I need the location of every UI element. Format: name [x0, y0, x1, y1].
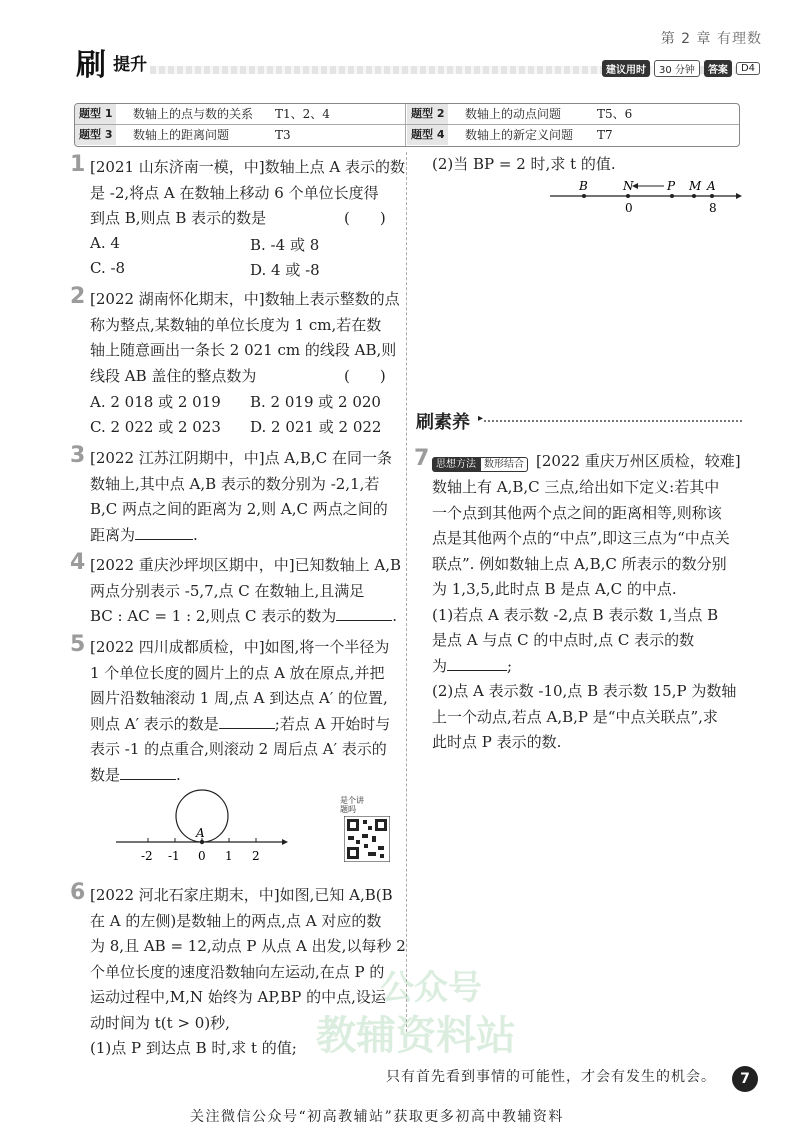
answer-paren: ( ): [344, 366, 386, 385]
question-number: 2: [70, 284, 86, 309]
chapter-number: 第 2 章: [660, 31, 712, 47]
type-label: 题型 1: [75, 104, 116, 124]
answer-blank: [336, 604, 392, 621]
answer-blank: [135, 523, 193, 540]
question-line: [2022 江苏江阴期中，中]点 A,B,C 在同一条: [90, 449, 393, 467]
method-tag: [432, 452, 528, 471]
question-line: [90, 763, 406, 789]
option-a: A. 4: [90, 234, 120, 252]
point-dot: [582, 194, 586, 198]
question-number: 5: [70, 632, 86, 657]
question-text: ;若点 A 开始时与: [274, 714, 391, 733]
question-number: 6: [70, 880, 86, 905]
punctuation: .: [392, 607, 398, 625]
question-number: 1: [70, 152, 86, 177]
question-line: 圆片沿数轴滚动 1 周,点 A 到达点 A′ 的位置,: [90, 689, 388, 707]
watermark-text: 公众号: [380, 968, 482, 1008]
type-name: 数轴上的距离问题: [133, 128, 230, 142]
question-text: 线段 AB 盖住的整点数为: [90, 366, 257, 385]
question-3: [90, 446, 406, 548]
question-6-part-2: (2)当 BP = 2 时,求 t 的值.: [432, 155, 616, 173]
question-line: [2022 重庆沙坪坝区期中，中]已知数轴上 A,B: [90, 556, 402, 574]
type-items: T5、6: [597, 107, 633, 121]
type-name: 数轴上的新定义问题: [465, 128, 574, 142]
section-divider: [484, 420, 742, 422]
triangle-icon: ▸: [478, 413, 484, 424]
question-line: [90, 712, 406, 738]
question-number: 7: [414, 446, 430, 471]
time-info: [602, 60, 760, 77]
footer-promo: 关注微信公众号“初高教辅站”获取更多初高中教辅资料: [190, 1109, 564, 1125]
question-line: [2021 山东济南一模，中]数轴上点 A 表示的数: [90, 158, 406, 176]
question-text: 到点 B,则点 B 表示的数是: [90, 209, 267, 227]
question-number: 3: [70, 443, 86, 468]
chapter-title: 有理数: [717, 31, 762, 47]
tick-label: 2: [252, 849, 260, 863]
question-text: 距离为: [90, 525, 136, 544]
question-line: [432, 654, 744, 680]
method-tag-label: 思想方法: [432, 457, 480, 472]
qr-code-icon[interactable]: [344, 816, 390, 862]
tick-label: -2: [141, 849, 153, 863]
point-dot: [626, 194, 630, 198]
question-line: [90, 523, 406, 549]
point-label: M: [689, 179, 702, 193]
page-number: 7: [732, 1066, 758, 1092]
type-items: T7: [597, 128, 613, 142]
question-line: 1 个单位长度的圆片上的点 A 放在原点,并把: [90, 663, 385, 682]
option-d: D. 2 021 或 2 022: [250, 418, 382, 436]
option-b: B. 2 019 或 2 020: [250, 393, 381, 411]
question-type-table: [74, 103, 740, 147]
question-line: [90, 604, 406, 630]
question-line: 称为整点,某数轴的单位长度为 1 cm,若在数: [90, 315, 382, 334]
option-c: C. 2 022 或 2 023: [90, 418, 221, 436]
point-label: A: [196, 826, 205, 840]
question-line: [2022 河北石家庄期末，中]如图,已知 A,B(B: [90, 886, 393, 904]
time-label: 建议用时: [602, 60, 650, 77]
moving-point-figure: [546, 176, 746, 216]
question-line: 为 8,且 AB = 12,动点 P 从点 A 出发,以每秒 2: [90, 937, 406, 955]
answer-blank: [120, 763, 176, 780]
option-c: C. -8: [90, 259, 126, 277]
question-line: 点是其他两个点的“中点”,即这三点为“中点关: [432, 529, 730, 547]
type-name: 数轴上的点与数的关系: [133, 107, 254, 121]
question-text: BC : AC = 1 : 2,则点 C 表示的数为: [90, 607, 337, 625]
question-7: [432, 475, 744, 756]
question-line: 个单位长度的速度沿数轴向左运动,在点 P 的: [90, 962, 385, 981]
question-line: (2)点 A 表示数 -10,点 B 表示数 15,P 为数轴: [432, 682, 737, 700]
question-line: 轴上随意画出一条长 2 021 cm 的线段 AB,则: [90, 341, 397, 359]
question-line: 是 -2,将点 A 在数轴上移动 6 个单位长度得: [90, 183, 379, 202]
circle-number-line-figure: [110, 788, 290, 868]
question-line: 运动过程中,M,N 始终为 AP,BP 的中点,设运: [90, 988, 386, 1006]
answer-blank: [447, 654, 507, 671]
type-items: T1、2、4: [275, 107, 330, 121]
punctuation: .: [193, 525, 198, 544]
point-label: B: [579, 179, 588, 193]
tick-label: -1: [168, 849, 180, 863]
watermark-text: 教辅资料站: [316, 1013, 516, 1059]
question-line: 数轴上,其中点 A,B 表示的数分别为 -2,1,若: [90, 474, 380, 493]
question-line: [90, 206, 406, 232]
point-label: P: [667, 179, 676, 193]
tick-label: 0: [198, 849, 206, 863]
question-1: [90, 155, 406, 232]
question-line: 一个点到其他两个点之间的距离相等,则称该: [432, 503, 722, 522]
axis-arrow: [282, 839, 288, 845]
point-label: A: [707, 179, 716, 193]
motto: 只有首先看到事情的可能性，才会有发生的机会。: [386, 1069, 716, 1085]
question-number: 4: [70, 550, 86, 575]
type-items: T3: [275, 128, 291, 142]
question-text: 为: [432, 656, 448, 675]
question-line: 为 1,3,5,此时点 B 是点 A,C 的中点.: [432, 580, 677, 598]
question-line: 动时间为 t(t > 0)秒,: [90, 1013, 230, 1032]
question-line: [2022 湖南怀化期末，中]数轴上表示整数的点: [90, 290, 400, 308]
option-d: D. 4 或 -8: [250, 261, 320, 279]
question-line: (1)点 P 到达点 B 时,求 t 的值;: [90, 1039, 297, 1057]
question-line: (1)若点 A 表示数 -2,点 B 表示数 1,当点 B: [432, 605, 719, 624]
punctuation: .: [176, 765, 181, 784]
question-line: 表示 -1 的点重合,则滚动 2 周后点 A′ 表示的: [90, 740, 387, 758]
type-label: 题型 4: [407, 125, 448, 145]
section-title: 刷素养: [416, 412, 470, 433]
column-divider: [406, 152, 407, 1032]
qr-caption: 是个讲题吗: [340, 796, 364, 814]
question-line: 此时点 P 表示的数.: [432, 733, 562, 751]
axis-arrow: [736, 193, 742, 199]
punctuation: ;: [507, 656, 513, 675]
answer-label: 答案: [704, 60, 732, 77]
question-line: B,C 两点之间的距离为 2,则 A,C 两点之间的: [90, 500, 388, 518]
type-row: [75, 125, 739, 145]
chapter-header: [661, 28, 762, 48]
tick-label: 8: [709, 201, 717, 215]
table-divider: [405, 104, 406, 146]
question-line: 数轴上有 A,B,C 三点,给出如下定义:若其中: [432, 478, 720, 496]
question-line: 在 A 的左侧)是数轴上的两点,点 A 对应的数: [90, 911, 382, 930]
question-5: [90, 635, 406, 788]
question-line: 两点分别表示 -5,7,点 C 在数轴上,且满足: [90, 581, 365, 600]
brand-big: 刷: [76, 48, 106, 83]
method-tag-value: 数形结合: [480, 457, 528, 472]
type-row: [75, 104, 739, 125]
question-text: 数是: [90, 765, 121, 784]
question-line: 上一个动点,若点 A,B,P 是“中点关联点”,求: [432, 707, 718, 726]
question-line: [2022 四川成都质检，中]如图,将一个半径为: [90, 638, 390, 656]
question-line: 是点 A 与点 C 的中点时,点 C 表示的数: [432, 631, 695, 649]
brand-small: 提升: [113, 54, 148, 75]
option-b: B. -4 或 8: [250, 236, 320, 254]
question-line: [90, 364, 406, 390]
option-a: A. 2 018 或 2 019: [90, 393, 221, 411]
question-line: 联点”. 例如数轴上点 A,B,C 所表示的数分别: [432, 554, 727, 573]
tick-label: 0: [625, 201, 633, 215]
answer-value: D4: [736, 62, 760, 75]
question-text: 则点 A′ 表示的数是: [90, 714, 219, 733]
point-dot: [692, 194, 696, 198]
point-label: N: [623, 179, 634, 193]
answer-blank: [219, 712, 275, 729]
question-source: [2022 重庆万州区质检，较难]: [536, 452, 741, 470]
type-name: 数轴上的动点问题: [465, 107, 562, 121]
point-dot: [670, 194, 674, 198]
section-brand: [76, 40, 147, 84]
answer-paren: ( ): [344, 209, 386, 227]
tick-label: 1: [225, 849, 233, 863]
question-2: [90, 287, 406, 389]
time-value: 30 分钟: [654, 60, 700, 77]
type-label: 题型 3: [75, 125, 116, 145]
type-label: 题型 2: [407, 104, 448, 124]
point-dot: [710, 194, 714, 198]
question-4: [90, 553, 406, 630]
